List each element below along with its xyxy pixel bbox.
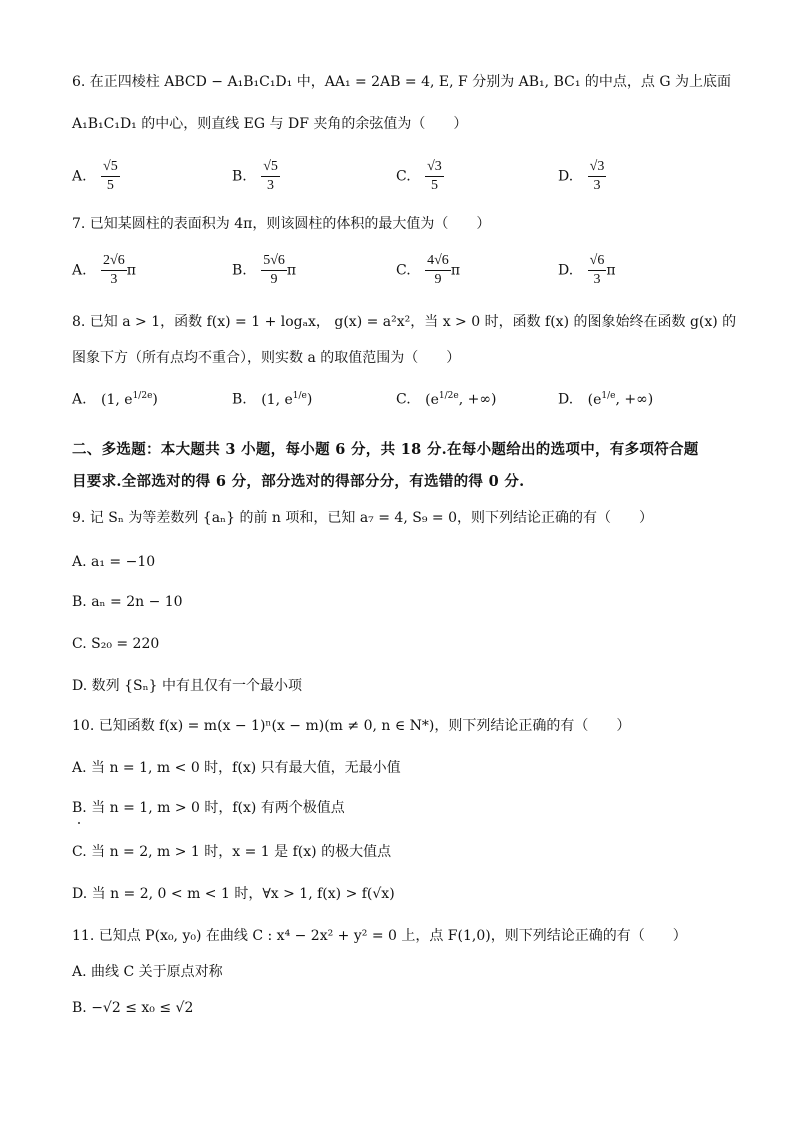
fraction	[425, 252, 451, 289]
q10-stem: 10. 已知函数 f(x) = m(x − 1)ⁿ(x − m)(m ≠ 0, n ∈ N*)，则下列结论正确的有（ ）	[72, 718, 631, 734]
q10-option-a: A. 当 n = 1, m < 0 时，f(x) 只有最大值，无最小值	[72, 760, 401, 776]
interval-end: )	[306, 391, 313, 408]
denominator: 3	[593, 178, 601, 193]
q6-option-c	[396, 158, 444, 195]
q7-stem: 7. 已知某圆柱的表面积为 4π，则该圆柱的体积的最大值为（ ）	[72, 216, 491, 232]
q6-stem-line1: 6. 在正四棱柱 ABCD − A₁B₁C₁D₁ 中，AA₁ = 2AB = 4, E, F 分别为 AB₁, BC₁ 的中点，点 G 为上底面	[72, 74, 731, 90]
interval-start: (1, e	[101, 391, 133, 408]
q11-option-a: A. 曲线 C 关于原点对称	[72, 964, 223, 980]
numerator: √3	[425, 158, 444, 177]
numerator: 4√6	[425, 252, 451, 271]
numerator: 5√6	[261, 252, 287, 271]
q8-option-d	[558, 386, 653, 410]
q9-option-d: D. 数列 {Sₙ} 中有且仅有一个最小项	[72, 678, 302, 694]
interval-end: )	[152, 391, 158, 408]
fraction	[588, 158, 607, 195]
q10-option-b: B. 当 n = 1, m > 0 时，f(x) 有两个极值点	[72, 800, 345, 816]
q11-stem: 11. 已知点 P(x₀, y₀) 在曲线 C : x⁴ − 2x² + y² = 0 上，点 F(1,0)，则下列结论正确的有（ ）	[72, 928, 687, 944]
pi-suffix: π	[450, 262, 461, 279]
q6-option-d	[558, 158, 606, 195]
q8-stem-line1: 8. 已知 a > 1，函数 f(x) = 1 + logₐx， g(x) = a²x²，当 x > 0 时，函数 f(x) 的图象始终在函数 g(x) 的	[72, 314, 737, 330]
section-heading-line2: 目要求.全部选对的得 6 分，部分选对的得部分分，有选错的得 0 分.	[72, 473, 525, 490]
denominator: 5	[106, 178, 114, 193]
numerator: √3	[588, 158, 607, 177]
option-label: D.	[558, 168, 574, 185]
q8-stem-line2: 图象下方（所有点均不重合），则实数 a 的取值范围为（ ）	[72, 350, 461, 366]
q8-option-b	[232, 386, 312, 410]
exponent: 1/e	[601, 391, 616, 401]
option-label: D.	[558, 262, 574, 279]
denominator: 9	[270, 272, 278, 287]
option-label: C.	[396, 391, 411, 408]
denominator: 9	[434, 272, 442, 287]
fraction	[588, 252, 607, 289]
q10-option-c: C. 当 n = 2, m > 1 时，x = 1 是 f(x) 的极大值点	[72, 844, 392, 860]
interval-end: , +∞)	[458, 391, 497, 408]
exponent: 1/e	[292, 391, 307, 401]
section-heading-line1: 二、多选题：本大题共 3 小题，每小题 6 分，共 18 分.在每小题给出的选项中，有多项符合题	[72, 441, 699, 458]
q9-option-c: C. S₂₀ = 220	[72, 636, 160, 652]
q7-option-c	[396, 252, 460, 289]
numerator: √6	[588, 252, 607, 271]
pi-suffix: π	[126, 262, 136, 279]
exponent: 1/2e	[132, 391, 153, 401]
q9-option-a: A. a₁ = −10	[72, 554, 156, 570]
fraction	[261, 158, 280, 195]
option-label: C.	[396, 262, 411, 279]
option-label: A.	[72, 168, 87, 185]
q10-option-d: D. 当 n = 2, 0 < m < 1 时，∀x > 1, f(x) > f(√x)	[72, 886, 395, 902]
denominator: 3	[110, 272, 118, 287]
numerator: √5	[101, 158, 120, 177]
interval-start: (e	[587, 391, 602, 408]
q7-option-d	[558, 252, 616, 289]
option-label: B.	[232, 262, 247, 279]
option-label: B.	[232, 391, 247, 408]
pi-suffix: π	[286, 262, 297, 279]
option-label: A.	[72, 262, 87, 279]
numerator: √5	[261, 158, 280, 177]
fraction	[101, 158, 120, 195]
option-label: D.	[558, 391, 574, 408]
q6-option-b	[232, 158, 280, 195]
q6-option-a	[72, 158, 120, 195]
fraction	[101, 252, 127, 289]
interval-end: , +∞)	[615, 391, 654, 408]
fraction	[261, 252, 287, 289]
denominator: 5	[430, 178, 438, 193]
denominator: 3	[267, 178, 275, 193]
q9-stem: 9. 记 Sₙ 为等差数列 {aₙ} 的前 n 项和，已知 a₇ = 4, S₉ = 0，则下列结论正确的有（ ）	[72, 510, 653, 526]
q8-option-a	[72, 386, 158, 410]
numerator: 2√6	[101, 252, 127, 271]
denominator: 3	[593, 272, 601, 287]
interval-start: (1, e	[261, 391, 293, 408]
stray-dot	[78, 822, 80, 824]
interval-start: (e	[425, 391, 439, 408]
q8-option-c	[396, 386, 496, 410]
option-label: B.	[232, 168, 247, 185]
q7-option-a	[72, 252, 136, 289]
q7-option-b	[232, 252, 296, 289]
pi-suffix: π	[606, 262, 616, 279]
q6-stem-line2: A₁B₁C₁D₁ 的中心，则直线 EG 与 DF 夹角的余弦值为（ ）	[72, 116, 468, 132]
option-label: A.	[72, 391, 87, 408]
option-label: C.	[396, 168, 411, 185]
q9-option-b: B. aₙ = 2n − 10	[72, 594, 183, 610]
exponent: 1/2e	[438, 391, 459, 401]
q11-option-b: B. −√2 ≤ x₀ ≤ √2	[72, 1000, 194, 1016]
fraction	[425, 158, 444, 195]
